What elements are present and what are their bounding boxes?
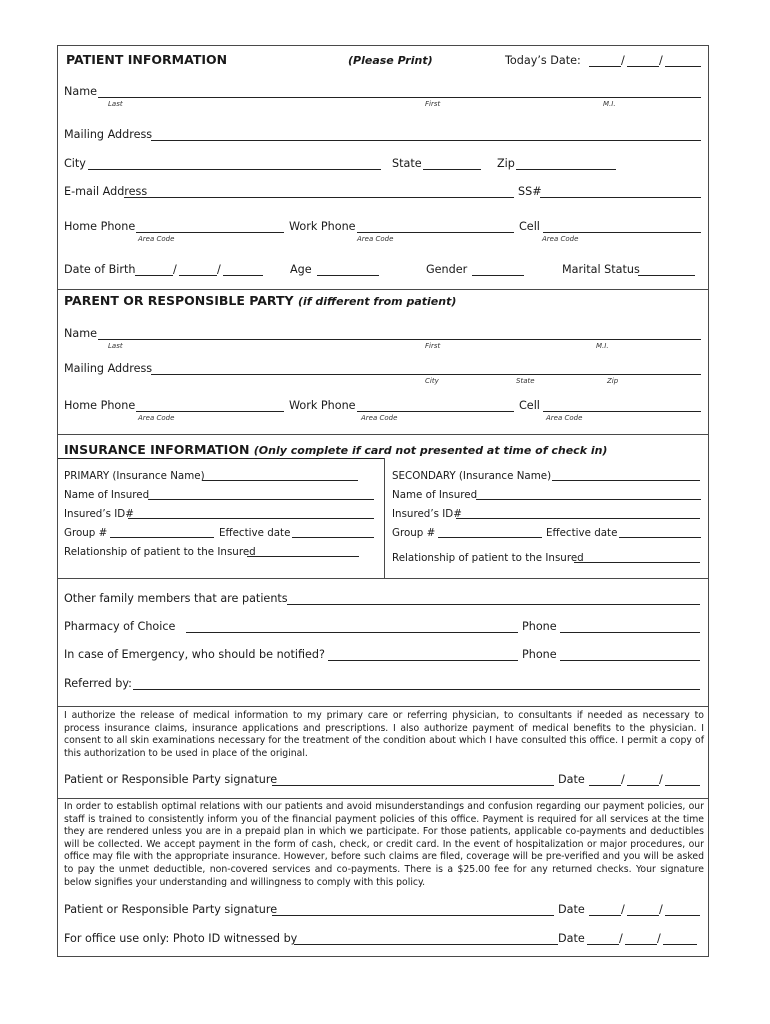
parent-state-caption: State — [516, 377, 535, 385]
patient-marital-field[interactable] — [638, 275, 695, 276]
primary-name-insured-label: Name of Insured — [64, 489, 150, 501]
patient-state-label: State — [392, 157, 422, 170]
patient-zip-label: Zip — [497, 157, 515, 170]
todays-date-month-field[interactable] — [589, 66, 621, 67]
secondary-insurance-label: SECONDARY (Insurance Name) — [392, 470, 552, 482]
primary-group-field[interactable] — [110, 537, 214, 538]
emergency-label: In case of Emergency, who should be notified? — [64, 648, 325, 661]
parent-section-title: PARENT OR RESPONSIBLE PARTY (if different from patient) — [64, 293, 457, 308]
referred-by-label: Referred by: — [64, 677, 132, 690]
patient-email-field[interactable] — [124, 197, 514, 198]
photo-id-witness-field[interactable] — [294, 944, 558, 945]
secondary-relationship-field[interactable] — [574, 562, 700, 563]
parent-work-phone-label: Work Phone — [289, 399, 356, 412]
emergency-field[interactable] — [328, 660, 518, 661]
todays-date-label: Today’s Date: — [505, 54, 581, 67]
policy-date-label: Date — [558, 903, 585, 916]
patient-mailing-field[interactable] — [151, 140, 701, 141]
authorization-date-month-field[interactable] — [589, 785, 621, 786]
secondary-name-insured-field[interactable] — [476, 499, 701, 500]
patient-marital-label: Marital Status — [562, 263, 640, 276]
patient-age-label: Age — [290, 263, 312, 276]
insurance-header-rule — [58, 458, 384, 459]
patient-cell-field[interactable] — [543, 232, 701, 233]
patient-intake-form: PATIENT INFORMATION (Please Print) Today’s Date: / / Name Last First M.I. Mailing Address City State Zip E-mail Address SS# Home Phone Area Code Work Phone Area Code Cell Area Code Date of Birth / / Age Gender Marital Status PARENT OR RESPONSIBLE PARTY (if different from patient) Name Last First M.I. Mailing Address City State Zip Home Phone Area Code Work Phone Area Code Cell Area Code INSURANCE INFORMATION (Only complete if card not presented at time of check in) PRIMARY (Insurance Name) Name of Insured Insured’s ID# Group # Effective date Relationship of patient to the Insured SECONDARY (Insurance Name) Name of Insured Insured’s ID# Group # Effective date Relationship of patient to the Insured Other family members that are patients Pharmacy of Choice Phone In case of Emergency, who should be notified? Phone Referred by: I authorize the release of medical information to my primary care or referring physician, to consultants if needed as necessary to process insurance claims, insurance applications and prescriptions. I also authorize payment of medical benefits to the physician. I consent to all skin examinations necessary for the treatment of the condition about which I have consulted this office. I permit a copy of this authorization to be used in place of the original. Patient or Responsible Party signature Date / / In order to establish optimal relations with our patients and avoid misunderstandings and confusion regarding our payment policies, our staff is trained to consistently inform you of the financial payment policies of this office. Payment is required for all services at the time they are rendered unless you are in a prepaid plan in which we participate. For those patients, applicable co-payments and deductibles will be collected. We accept payment in the form of cash, check, or credit card. In the event of hospitalization or major procedures, our office may file with the appropriate insurance. However, before such claims are filed, coverage will be pre-verified and you will be asked to pay the unmet deductible, non-covered services and co-payments. There is a $25.00 fee for any returned checks. Your signature below signifies your understanding and willingness to comply with this policy. Patient or Responsible Party signature Date / / For office use only: Photo ID witnessed by Date / / — [57, 45, 709, 957]
patient-city-label: City — [64, 157, 86, 170]
pharmacy-label: Pharmacy of Choice — [64, 620, 176, 633]
parent-name-last-caption: Last — [108, 342, 123, 350]
insurance-column-divider — [384, 458, 385, 578]
section-divider — [58, 434, 708, 435]
parent-home-phone-field[interactable] — [136, 411, 284, 412]
authorization-signature-field[interactable] — [272, 785, 554, 786]
secondary-effective-label: Effective date — [546, 527, 618, 539]
primary-name-insured-field[interactable] — [148, 499, 374, 500]
secondary-name-insured-label: Name of Insured — [392, 489, 478, 501]
parent-home-phone-label: Home Phone — [64, 399, 136, 412]
work-phone-area-code-caption: Area Code — [357, 235, 394, 243]
office-date-month-field[interactable] — [587, 944, 619, 945]
office-date-label: Date — [558, 932, 585, 945]
parent-cell-area-code-caption: Area Code — [546, 414, 583, 422]
pharmacy-field[interactable] — [186, 632, 518, 633]
primary-insured-id-label: Insured’s ID# — [64, 508, 134, 520]
office-date-year-field[interactable] — [663, 944, 697, 945]
emergency-phone-label: Phone — [522, 648, 557, 661]
authorization-text: I authorize the release of medical information to my primary care or referring physician, to consultants if needed as necessary to process insurance claims, insurance applications and prescriptions. I also authorize payment of medical benefits to the physician. I consent to all skin examinations necessary for the treatment of the condition about which I have consulted this office. I permit a copy of this authorization to be used in place of the original. — [64, 710, 704, 759]
secondary-insured-id-label: Insured’s ID# — [392, 508, 462, 520]
parent-city-caption: City — [425, 377, 439, 385]
pharmacy-phone-field[interactable] — [560, 632, 700, 633]
office-use-label: For office use only: Photo ID witnessed by — [64, 932, 298, 945]
section-divider — [58, 798, 708, 799]
parent-cell-label: Cell — [519, 399, 540, 412]
payment-policy-text: In order to establish optimal relations with our patients and avoid misunderstandings and confusion regarding our payment policies, our staff is trained to consistently inform you of the financial payment policies of this office. Payment is required for all services at the time they are rendered unless you are in a prepaid plan in which we participate. For those patients, applicable co-payments and deductibles will be collected. We accept payment in the form of cash, check, or credit card. In the event of hospitalization or major procedures, our office may file with the appropriate insurance. However, before such claims are filed, coverage will be pre-verified and you will be asked to pay the unmet deductible, non-covered services and co-payments. There is a $25.00 fee for any returned checks. Your signature below signifies your understanding and willingness to comply with this policy. — [64, 801, 704, 888]
patient-name-field[interactable] — [98, 97, 701, 98]
section-divider — [58, 706, 708, 707]
cell-area-code-caption: Area Code — [542, 235, 579, 243]
dob-day-field[interactable] — [179, 275, 217, 276]
authorization-date-label: Date — [558, 773, 585, 786]
patient-gender-field[interactable] — [472, 275, 524, 276]
policy-date-month-field[interactable] — [589, 915, 621, 916]
patient-mailing-label: Mailing Address — [64, 128, 153, 141]
parent-home-area-code-caption: Area Code — [138, 414, 175, 422]
parent-mailing-field[interactable] — [151, 374, 701, 375]
family-members-label: Other family members that are patients — [64, 592, 288, 605]
policy-signature-label: Patient or Responsible Party signature — [64, 903, 278, 916]
patient-gender-label: Gender — [426, 263, 468, 276]
name-last-caption: Last — [108, 100, 123, 108]
policy-date-day-field[interactable] — [627, 915, 659, 916]
office-date-day-field[interactable] — [625, 944, 657, 945]
parent-name-label: Name — [64, 327, 98, 340]
insurance-section-subtitle: (Only complete if card not presented at time of check in) — [253, 444, 608, 457]
secondary-group-label: Group # — [392, 527, 436, 539]
primary-effective-label: Effective date — [219, 527, 291, 539]
primary-insurance-field[interactable] — [202, 480, 358, 481]
dob-month-field[interactable] — [135, 275, 173, 276]
patient-age-field[interactable] — [317, 275, 379, 276]
dob-year-field[interactable] — [223, 275, 263, 276]
patient-cell-label: Cell — [519, 220, 540, 233]
secondary-insurance-field[interactable] — [552, 480, 700, 481]
patient-ss-label: SS# — [518, 185, 542, 198]
parent-zip-caption: Zip — [607, 377, 619, 385]
patient-home-phone-label: Home Phone — [64, 220, 136, 233]
authorization-signature-label: Patient or Responsible Party signature — [64, 773, 278, 786]
patient-email-label: E-mail Address — [64, 185, 148, 198]
referred-by-field[interactable] — [133, 689, 700, 690]
parent-name-mi-caption: M.I. — [596, 342, 609, 350]
patient-ss-field[interactable] — [540, 197, 701, 198]
parent-work-area-code-caption: Area Code — [361, 414, 398, 422]
please-print-note: (Please Print) — [348, 54, 433, 67]
parent-mailing-label: Mailing Address — [64, 362, 153, 375]
primary-insured-id-field[interactable] — [128, 518, 374, 519]
home-phone-area-code-caption: Area Code — [138, 235, 175, 243]
section-divider — [58, 289, 708, 290]
name-mi-caption: M.I. — [603, 100, 616, 108]
family-members-field[interactable] — [287, 604, 700, 605]
parent-section-subtitle: (if different from patient) — [297, 295, 457, 308]
emergency-phone-field[interactable] — [560, 660, 700, 661]
parent-name-first-caption: First — [425, 342, 441, 350]
patient-work-phone-field[interactable] — [357, 232, 514, 233]
patient-city-field[interactable] — [88, 169, 381, 170]
primary-group-label: Group # — [64, 527, 108, 539]
primary-relationship-field[interactable] — [247, 556, 359, 557]
todays-date-year-field[interactable] — [665, 66, 701, 67]
patient-dob-label: Date of Birth — [64, 263, 136, 276]
parent-name-field[interactable] — [98, 339, 701, 340]
insurance-section-title: INSURANCE INFORMATION (Only complete if card not presented at time of check in) — [64, 442, 608, 457]
secondary-group-field[interactable] — [438, 537, 542, 538]
authorization-date-year-field[interactable] — [665, 785, 700, 786]
secondary-insured-id-field[interactable] — [456, 518, 700, 519]
patient-home-phone-field[interactable] — [136, 232, 284, 233]
secondary-relationship-label: Relationship of patient to the Insured — [392, 552, 584, 564]
primary-effective-field[interactable] — [292, 537, 374, 538]
patient-state-field[interactable] — [423, 169, 481, 170]
policy-date-year-field[interactable] — [665, 915, 700, 916]
patient-name-label: Name — [64, 85, 98, 98]
secondary-effective-field[interactable] — [619, 537, 701, 538]
patient-work-phone-label: Work Phone — [289, 220, 356, 233]
primary-insurance-label: PRIMARY (Insurance Name) — [64, 470, 205, 482]
authorization-date-day-field[interactable] — [627, 785, 659, 786]
section-divider — [58, 578, 708, 579]
patient-zip-field[interactable] — [516, 169, 616, 170]
parent-cell-field[interactable] — [543, 411, 701, 412]
patient-section-title: PATIENT INFORMATION — [66, 52, 228, 67]
primary-relationship-label: Relationship of patient to the Insured — [64, 546, 256, 558]
parent-work-phone-field[interactable] — [357, 411, 514, 412]
name-first-caption: First — [425, 100, 441, 108]
policy-signature-field[interactable] — [272, 915, 554, 916]
pharmacy-phone-label: Phone — [522, 620, 557, 633]
todays-date-day-field[interactable] — [627, 66, 659, 67]
